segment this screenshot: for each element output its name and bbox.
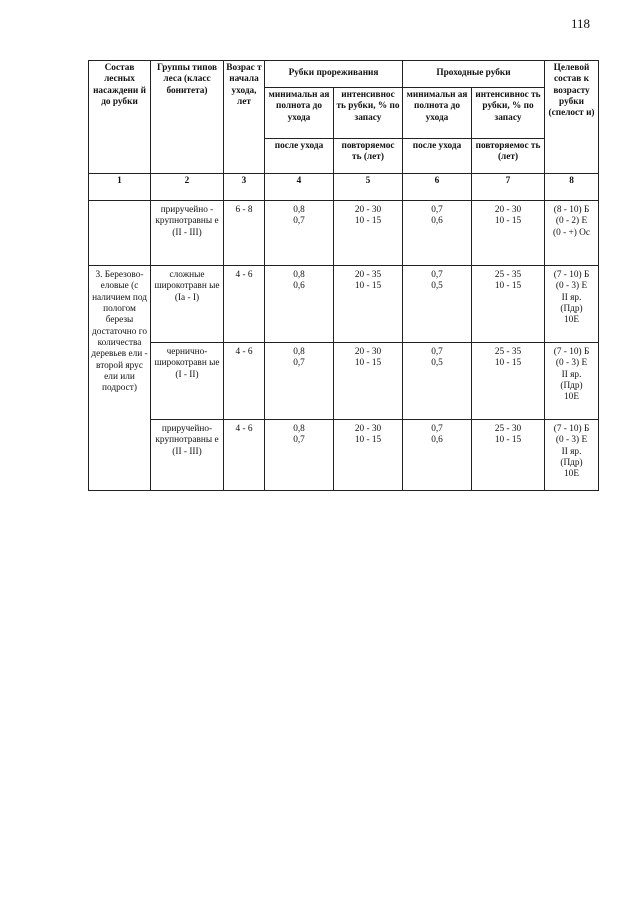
- column-number: 8: [545, 174, 599, 201]
- header-passage-group: Проходные рубки: [403, 61, 545, 88]
- composition-cell: 3. Березово- еловые (с наличием под пологом березы достаточно го количества деревьев ели - второй ярус ели или подрост): [89, 266, 151, 491]
- table-row: [89, 266, 599, 343]
- header-repeatability-passage: повторяемос ть (лет): [472, 139, 545, 174]
- header-composition: Состав лесных насаждени й до рубки: [89, 61, 151, 174]
- thinning-intensity-cell: 20 - 35 10 - 15: [334, 266, 403, 343]
- passage-intensity-cell: 25 - 35 10 - 15: [472, 266, 545, 343]
- composition-cell-empty: [89, 201, 151, 266]
- column-number: 3: [224, 174, 265, 201]
- passage-density-cell: 0,7 0,6: [403, 420, 472, 491]
- thinning-intensity-cell: 20 - 30 10 - 15: [334, 201, 403, 266]
- forest-group-cell: чернично- широкотравн ые (I - II): [151, 343, 224, 420]
- passage-density-cell: 0,7 0,5: [403, 266, 472, 343]
- table-row: [89, 343, 599, 420]
- start-age-cell: 6 - 8: [224, 201, 265, 266]
- header-intensity-passage: интенсивнос ть рубки, % по запасу: [472, 88, 545, 139]
- thinning-density-cell: 0,8 0,6: [265, 266, 334, 343]
- passage-density-cell: 0,7 0,5: [403, 343, 472, 420]
- forest-group-cell: приручейно- крупнотравны е (II - III): [151, 420, 224, 491]
- header-repeatability-thinning: повторяемос ть (лет): [334, 139, 403, 174]
- header-forest-type-group: Группы типов леса (класс бонитета): [151, 61, 224, 174]
- header-min-density-passage: минимальн ая полнота до ухода: [403, 88, 472, 139]
- thinning-intensity-cell: 20 - 30 10 - 15: [334, 343, 403, 420]
- column-number: 4: [265, 174, 334, 201]
- header-after-care-thinning: после ухода: [265, 139, 334, 174]
- target-composition-cell: (8 - 10) Б (0 - 2) Е (0 - +) Ос: [545, 201, 599, 266]
- table-row: [89, 420, 599, 491]
- column-number: 7: [472, 174, 545, 201]
- forest-group-cell: приручейно - крупнотравны е (II - III): [151, 201, 224, 266]
- thinning-intensity-cell: 20 - 30 10 - 15: [334, 420, 403, 491]
- start-age-cell: 4 - 6: [224, 343, 265, 420]
- passage-intensity-cell: 20 - 30 10 - 15: [472, 201, 545, 266]
- header-after-care-passage: после ухода: [403, 139, 472, 174]
- column-number: 1: [89, 174, 151, 201]
- table-row: [89, 201, 599, 266]
- passage-intensity-cell: 25 - 35 10 - 15: [472, 343, 545, 420]
- start-age-cell: 4 - 6: [224, 420, 265, 491]
- header-target-composition: Целевой состав к возрасту рубки (спелост и): [545, 61, 599, 174]
- thinning-norms-table: [88, 60, 599, 491]
- column-number: 6: [403, 174, 472, 201]
- column-number: 2: [151, 174, 224, 201]
- column-number: 5: [334, 174, 403, 201]
- start-age-cell: 4 - 6: [224, 266, 265, 343]
- header-start-age: Возрас т начала ухода, лет: [224, 61, 265, 174]
- header-min-density-thinning: минимальн ая полнота до ухода: [265, 88, 334, 139]
- target-composition-cell: (7 - 10) Б (0 - 3) Е II яр. (Пдр) 10Е: [545, 266, 599, 343]
- passage-intensity-cell: 25 - 30 10 - 15: [472, 420, 545, 491]
- page-number: 118: [571, 16, 591, 31]
- target-composition-cell: (7 - 10) Б (0 - 3) Е II яр. (Пдр) 10Е: [545, 343, 599, 420]
- column-number-row: [89, 174, 599, 201]
- thinning-density-cell: 0,8 0,7: [265, 201, 334, 266]
- target-composition-cell: (7 - 10) Б (0 - 3) Е II яр. (Пдр) 10Е: [545, 420, 599, 491]
- passage-density-cell: 0,7 0,6: [403, 201, 472, 266]
- thinning-density-cell: 0,8 0,7: [265, 420, 334, 491]
- forest-group-cell: сложные широкотравн ые (Iа - I): [151, 266, 224, 343]
- header-thinning-group: Рубки прореживания: [265, 61, 403, 88]
- header-intensity-thinning: интенсивнос ть рубки, % по запасу: [334, 88, 403, 139]
- thinning-density-cell: 0,8 0,7: [265, 343, 334, 420]
